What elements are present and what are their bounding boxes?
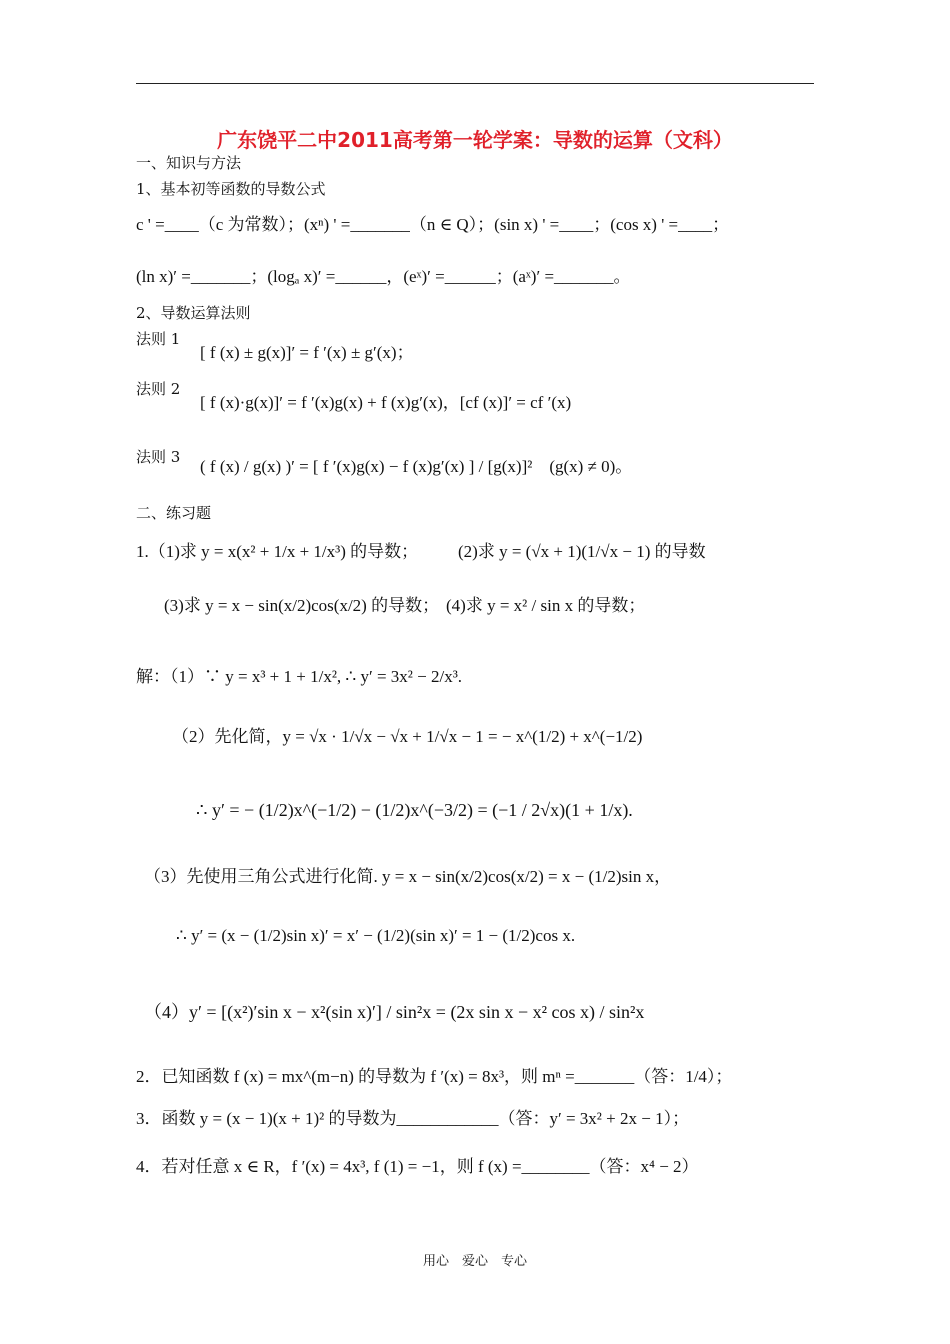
- subsection-rules: 2、导数运算法则: [136, 304, 251, 322]
- formula-row-2: (ln x)′ =_______；(logₐ x)′ =______，(eˣ)′ =______；(aˣ)′ =_______。: [136, 267, 631, 286]
- exercise-3: 3．函数 y = (x − 1)(x + 1)² 的导数为____________（答：y′ = 3x² + 2x − 1）；: [136, 1109, 690, 1128]
- page-footer: 用心 爱心 专心: [422, 1254, 527, 1269]
- header-rule: [136, 83, 814, 84]
- section-heading-exercises: 二、练习题: [136, 504, 212, 522]
- solution-2-derivative: ∴ y′ = − (1/2)x^(−1/2) − (1/2)x^(−3/2) = (−1 / 2√x)(1 + 1/x).: [196, 800, 633, 820]
- document-title: 广东饶平二中2011高考第一轮学案：导数的运算（文科）: [217, 128, 733, 152]
- solution-3-derivative: ∴ y′ = (x − (1/2)sin x)′ = x′ − (1/2)(sin x)′ = 1 − (1/2)cos x.: [176, 926, 576, 945]
- solution-2-simplify: （2）先化简，y = √x · 1/√x − √x + 1/√x − 1 = − x^(1/2) + x^(−1/2): [172, 727, 643, 746]
- subsection-basic-formulas: 1、基本初等函数的导数公式: [136, 180, 326, 198]
- rule-2-formula: [ f (x)·g(x)]′ = f ′(x)g(x) + f (x)g′(x)，[cf (x)]′ = cf ′(x): [200, 393, 572, 412]
- exercise-1-part-2: (2)求 y = (√x + 1)(1/√x − 1) 的导数: [458, 542, 706, 561]
- exercise-1-part-1: 1.（1)求 y = x(x² + 1/x + 1/x³) 的导数；: [136, 542, 419, 561]
- rule-3-formula: ( f (x) / g(x) )′ = [ f ′(x)g(x) − f (x)g′(x) ] / [g(x)]² (g(x) ≠ 0)。: [200, 457, 633, 476]
- exercise-4: 4．若对任意 x ∈ R，f ′(x) = 4x³, f (1) = −1，则 f (x) =________（答：x⁴ − 2）: [136, 1157, 699, 1176]
- rule-3-label: 法则 3: [136, 448, 181, 466]
- rule-1-label: 法则 1: [136, 330, 181, 348]
- solution-4: （4）y′ = [(x²)′sin x − x²(sin x)′] / sin²x = (2x sin x − x² cos x) / sin²x: [144, 1002, 645, 1022]
- formula-row-1: c ' =____（c 为常数）；(xⁿ) ' =_______（n ∈ Q）；(sin x) ' =____；(cos x) ' =____；: [136, 215, 730, 234]
- exercise-2: 2．已知函数 f (x) = mx^(m−n) 的导数为 f ′(x) = 8x³，则 mⁿ =_______（答：1/4）；: [136, 1067, 733, 1086]
- rule-1-formula: [ f (x) ± g(x)]′ = f ′(x) ± g′(x)；: [200, 343, 414, 362]
- exercise-1-part-4: (4)求 y = x² / sin x 的导数；: [446, 596, 646, 615]
- section-heading-knowledge: 一、知识与方法: [136, 154, 242, 172]
- rule-2-label: 法则 2: [136, 380, 181, 398]
- exercise-1-part-3: (3)求 y = x − sin(x/2)cos(x/2) 的导数；: [164, 596, 440, 615]
- solution-1: 解：（1）∵ y = x³ + 1 + 1/x², ∴ y′ = 3x² − 2/x³.: [136, 667, 463, 686]
- solution-3-simplify: （3）先使用三角公式进行化简. y = x − sin(x/2)cos(x/2) = x − (1/2)sin x，: [144, 867, 672, 886]
